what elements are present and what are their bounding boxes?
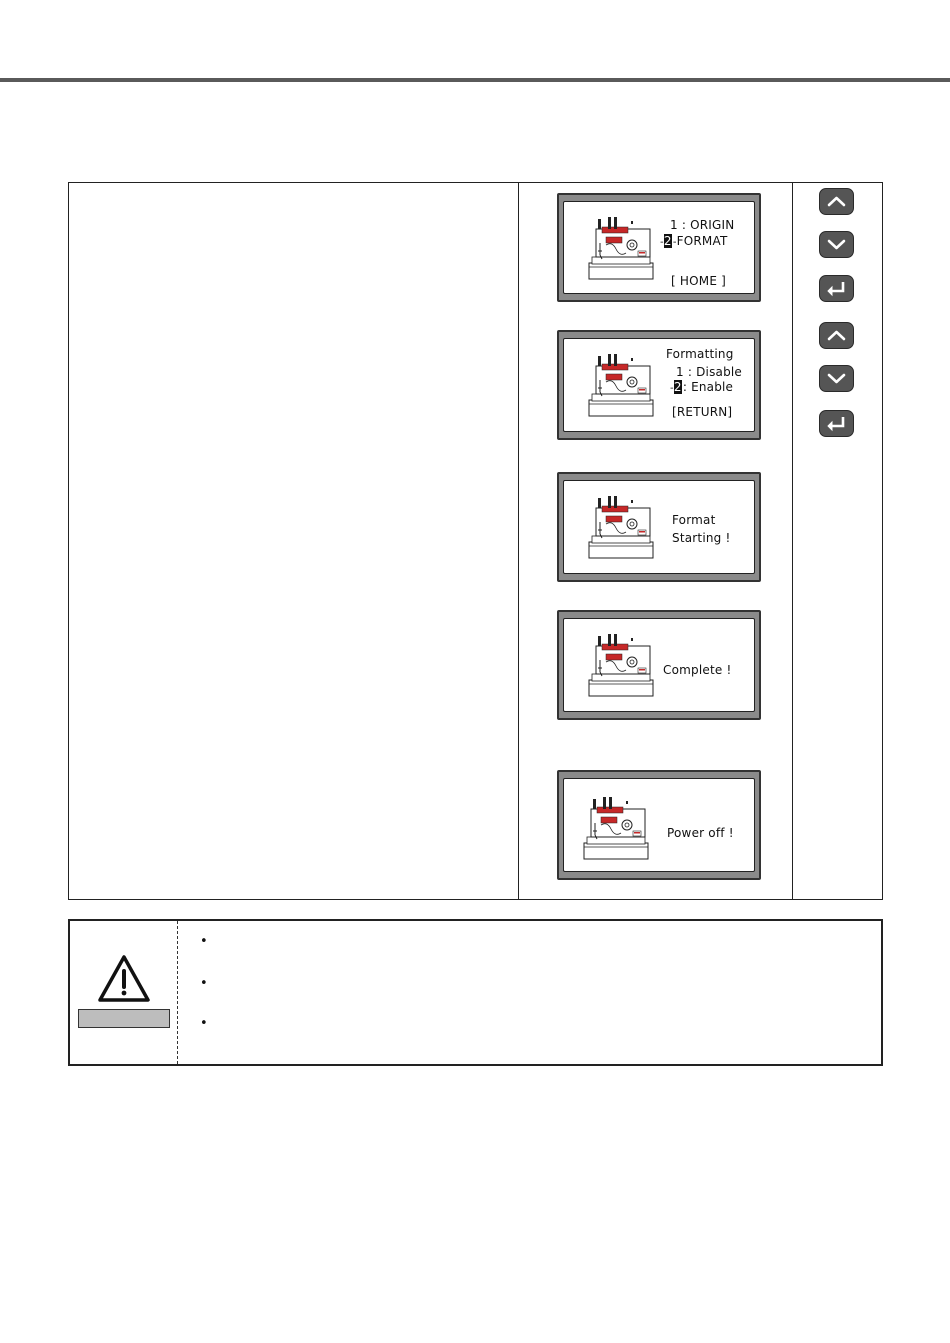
status-complete: Complete ! <box>663 663 732 677</box>
caution-label <box>78 1009 170 1028</box>
down-arrow-key[interactable] <box>819 231 854 258</box>
return-softkey: [RETURN] <box>672 405 733 419</box>
caution-box <box>68 919 883 1066</box>
status-line-2: Starting ! <box>672 531 731 545</box>
up-arrow-icon <box>820 189 853 214</box>
lcd-screen-complete <box>557 610 761 720</box>
sewing-machine-icon <box>586 632 656 697</box>
sewing-machine-icon <box>586 494 656 559</box>
selection-cursor: 2 <box>673 380 682 394</box>
column-divider <box>792 183 793 899</box>
status-power-off: Power off ! <box>667 826 734 840</box>
up-arrow-icon <box>820 323 853 348</box>
down-arrow-icon <box>820 232 853 257</box>
caution-bullet: • <box>200 976 208 991</box>
sewing-machine-icon <box>581 795 651 860</box>
down-arrow-icon <box>820 366 853 391</box>
lcd-screen-home <box>557 193 761 302</box>
enter-key[interactable] <box>819 275 854 302</box>
sewing-machine-icon <box>586 352 656 417</box>
down-arrow-key[interactable] <box>819 365 854 392</box>
header-rule <box>0 78 950 82</box>
home-softkey: [ HOME ] <box>671 274 726 288</box>
enter-icon <box>820 411 853 436</box>
option-enable: -2: Enable <box>670 380 734 394</box>
option-disable: 1 : Disable <box>676 365 743 379</box>
caution-bullet: • <box>200 934 208 949</box>
caution-bullet: • <box>200 1016 208 1031</box>
column-divider <box>518 183 519 899</box>
warning-triangle-icon <box>97 954 151 1004</box>
screen-title: Formatting <box>666 347 734 361</box>
status-line-1: Format <box>672 513 716 527</box>
up-arrow-key[interactable] <box>819 188 854 215</box>
enter-key[interactable] <box>819 410 854 437</box>
menu-option-format: -2-FORMAT <box>660 234 728 248</box>
menu-option-origin: 1 : ORIGIN <box>670 218 735 232</box>
enter-icon <box>820 276 853 301</box>
caution-divider <box>177 921 178 1064</box>
lcd-screen-power-off <box>557 770 761 880</box>
sewing-machine-icon <box>586 215 656 280</box>
selection-cursor: 2 <box>663 234 672 248</box>
up-arrow-key[interactable] <box>819 322 854 349</box>
lcd-screen-formatting <box>557 330 761 440</box>
lcd-screen-format-starting <box>557 472 761 582</box>
